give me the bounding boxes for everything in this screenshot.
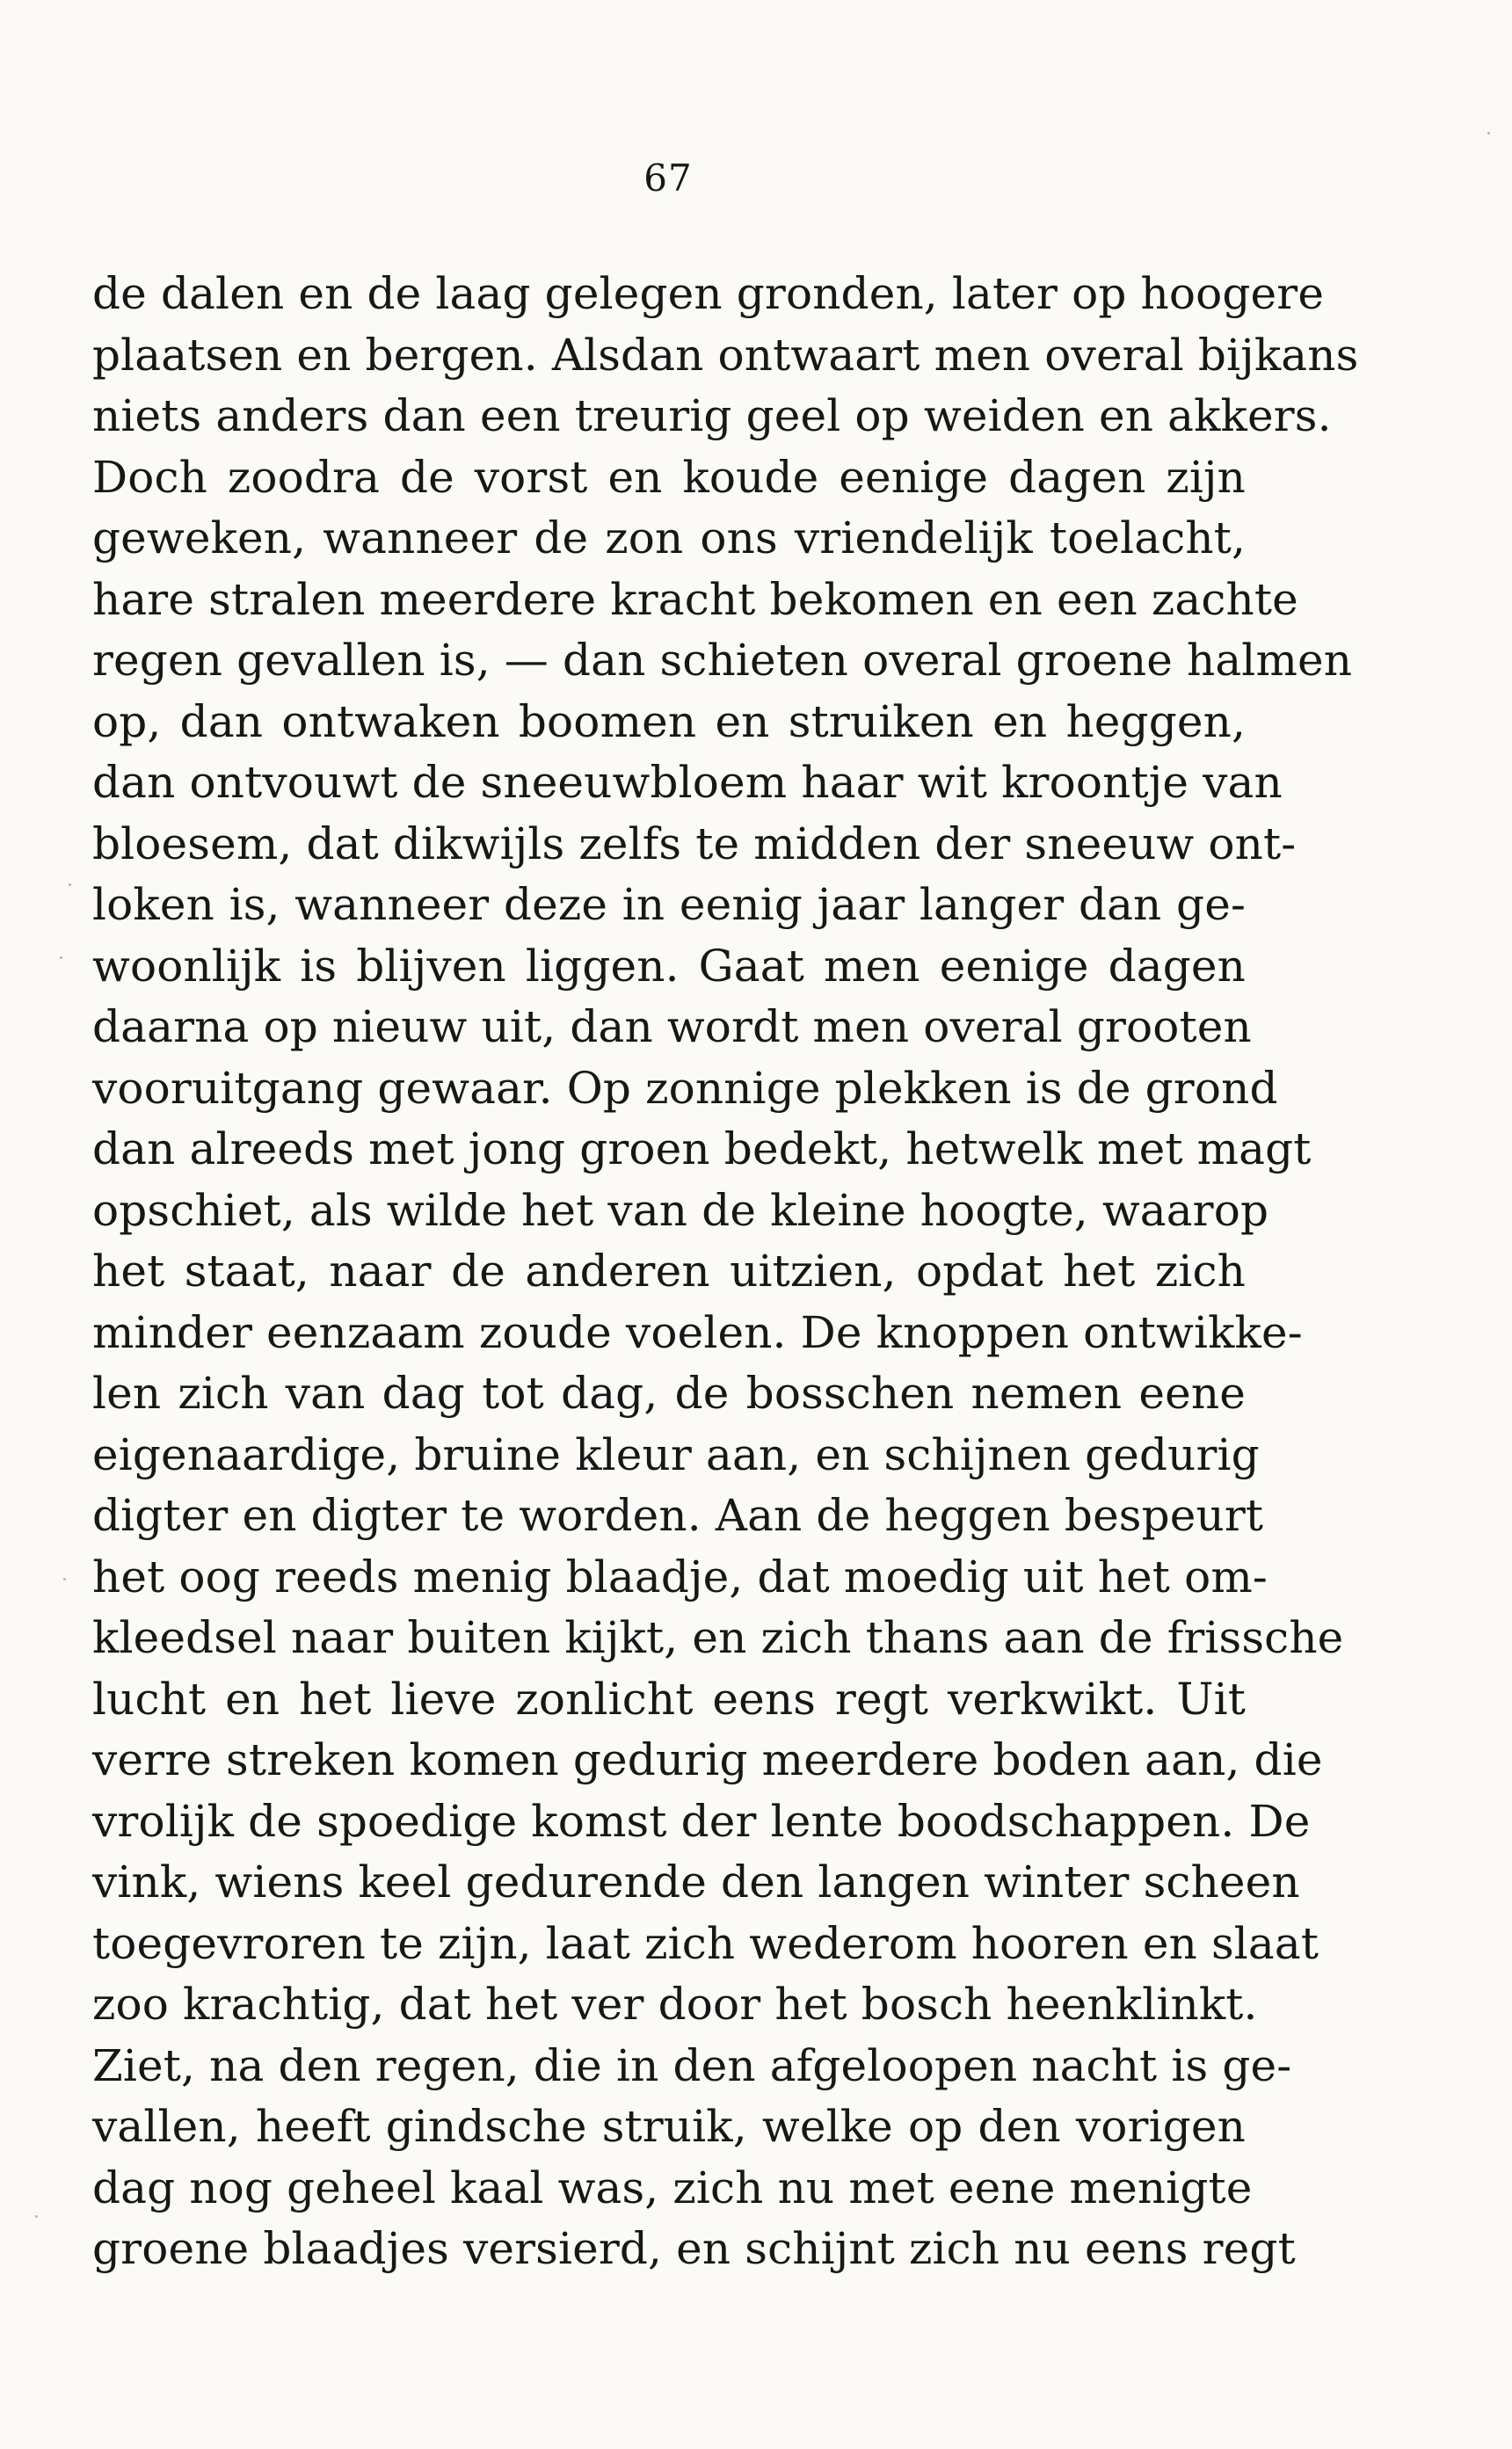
text-line: regen gevallen is, — dan schieten overal groene halmen	[92, 635, 1353, 686]
text-line: geweken, wanneer de zon ons vriendelijk toelacht,	[92, 512, 1246, 563]
paper-speck	[1487, 132, 1490, 134]
text-line: het staat, naar de anderen uitzien, opdat het zich	[92, 1246, 1246, 1297]
text-line: Ziet, na den regen, die in den afgeloopen nacht is ge-	[92, 2039, 1292, 2091]
text-line: toegevroren te zijn, laat zich wederom hooren en slaat	[92, 1917, 1319, 1969]
text-line: het oog reeds menig blaadje, dat moedig uit het om-	[92, 1551, 1268, 1602]
text-line: vrolijk de spoedige komst der lente boodschappen. De	[92, 1795, 1311, 1847]
text-line: vooruitgang gewaar. Op zonnige plekken is de grond	[92, 1062, 1278, 1114]
text-line: woonlijk is blijven liggen. Gaat men eenige dagen	[92, 940, 1246, 992]
paper-speck	[60, 956, 62, 959]
text-line: hare stralen meerdere kracht bekomen en een zachte	[92, 573, 1298, 625]
text-line: minder eenzaam zoude voelen. De knoppen ontwikke-	[92, 1306, 1303, 1358]
text-line: lucht en het lieve zonlicht eens regt verkwikt. Uit	[92, 1673, 1246, 1725]
text-line: verre streken komen gedurig meerdere boden aan, die	[92, 1734, 1323, 1785]
page-number: 67	[643, 156, 693, 200]
text-line: vallen, heeft gindsche struik, welke op den vorigen	[92, 2101, 1246, 2152]
text-line: vink, wiens keel gedurende den langen winter scheen	[92, 1857, 1300, 1908]
text-line: dan alreeds met jong groen bedekt, hetwelk met magt	[92, 1123, 1312, 1174]
text-line: len zich van dag tot dag, de bosschen nemen eene	[92, 1368, 1246, 1419]
text-line: dan ontvouwt de sneeuwbloem haar wit kroontje van	[92, 757, 1283, 808]
body-text	[92, 264, 1359, 2280]
text-line: niets anders dan een treurig geel op weiden en akkers.	[92, 390, 1332, 441]
text-line: plaatsen en bergen. Alsdan ontwaart men overal bijkans	[92, 329, 1359, 381]
text-line: Doch zoodra de vorst en koude eenige dagen zijn	[92, 451, 1246, 503]
text-line: eigenaardige, bruine kleur aan, en schijnen gedurig	[92, 1428, 1260, 1480]
text-line: opschiet, als wilde het van de kleine hoogte, waarop	[92, 1184, 1269, 1236]
text-line: op, dan ontwaken boomen en struiken en heggen,	[92, 695, 1246, 747]
text-line: loken is, wanneer deze in eenig jaar langer dan ge-	[92, 879, 1246, 930]
text-line: groene blaadjes versierd, en schijnt zich nu eens regt	[92, 2223, 1296, 2274]
paper-speck	[69, 883, 71, 886]
paper-speck	[35, 2215, 38, 2218]
text-line: de dalen en de laag gelegen gronden, later op hoogere	[92, 268, 1325, 319]
text-line: bloesem, dat dikwijls zelfs te midden der sneeuw ont-	[92, 818, 1297, 869]
text-line: dag nog geheel kaal was, zich nu met eene menigte	[92, 2162, 1253, 2213]
text-line: digter en digter te worden. Aan de heggen bespeurt	[92, 1490, 1264, 1541]
text-line: daarna op nieuw uit, dan wordt men overal grooten	[92, 1001, 1252, 1052]
text-line: kleedsel naar buiten kijkt, en zich thans aan de frissche	[92, 1612, 1344, 1663]
paper-speck	[63, 1578, 66, 1581]
text-line: zoo krachtig, dat het ver door het bosch heenklinkt.	[92, 1979, 1258, 2030]
